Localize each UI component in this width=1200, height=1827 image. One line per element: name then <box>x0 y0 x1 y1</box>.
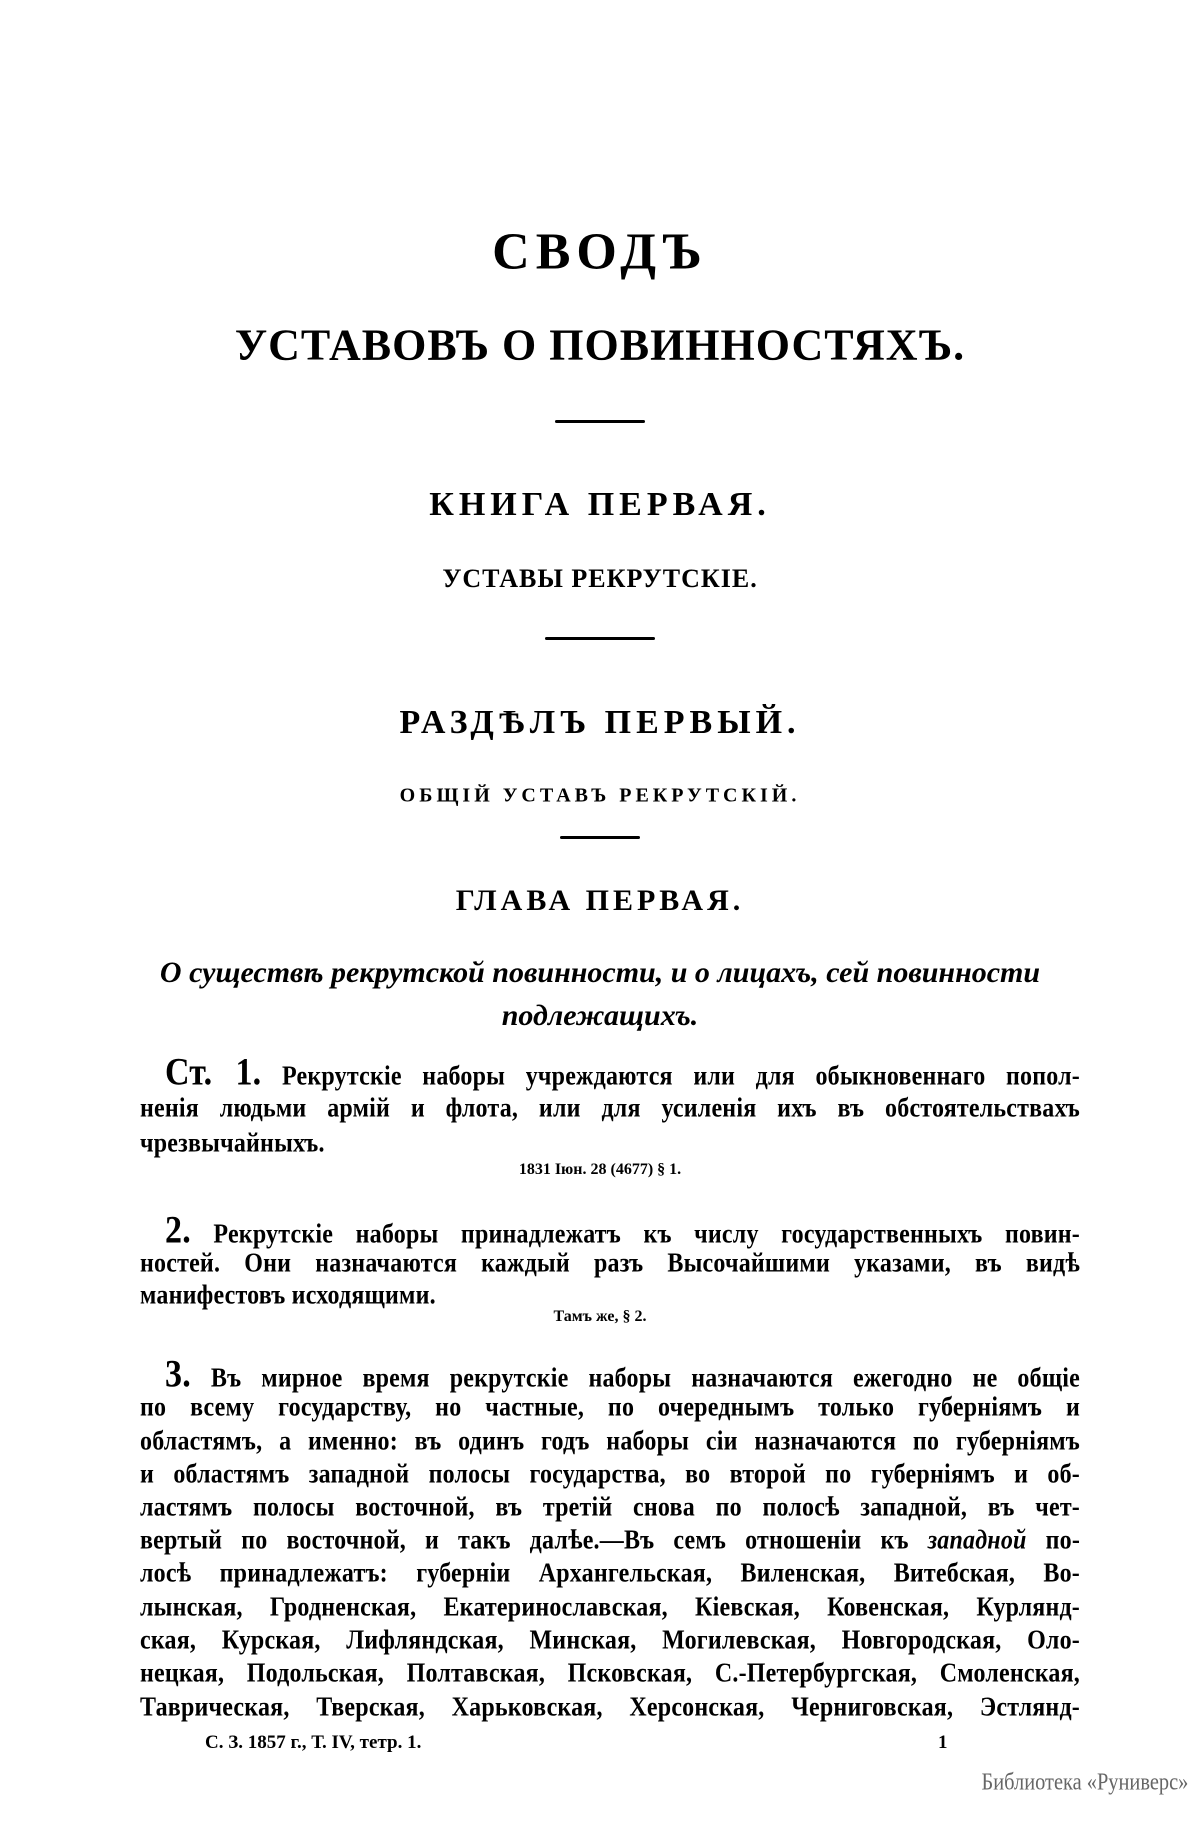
title-line-1: СВОДЪ <box>492 223 708 281</box>
library-watermark: Библиотека «Руниверс» <box>981 1769 1188 1796</box>
divider <box>545 637 655 640</box>
section-subtitle: ОБЩІЙ УСТАВЪ РЕКРУТСКІЙ. <box>399 784 801 807</box>
divider <box>555 420 645 423</box>
article-2-citation: Тамъ же, § 2. <box>553 1308 647 1325</box>
footer-signature: С. З. 1857 г., Т. IV, тетр. 1. <box>205 1732 422 1753</box>
book-subtitle: УСТАВЫ РЕКРУТСКІЕ. <box>442 564 758 593</box>
article-3-line: и областямъ западной полосы государства, во второй по губерніямъ и об- <box>140 1459 1080 1490</box>
article-3-line: нецкая, Подольская, Полтавская, Псковская, С.-Петербургская, Смоленская, <box>140 1658 1080 1689</box>
section-heading: РАЗДѢЛЪ ПЕРВЫЙ. <box>399 704 801 741</box>
article-3-line: областямъ, а именно: въ одинъ годъ наборы сіи назначаются по губерніямъ <box>140 1426 1080 1457</box>
title-line-2: УСТАВОВЪ О ПОВИННОСТЯХЪ. <box>234 320 966 370</box>
article-2-line: манифестовъ исходящими. <box>140 1280 436 1311</box>
chapter-subtitle-2: подлежащихъ. <box>501 999 699 1032</box>
article-3-line: 3. Въ мирное время рекрутскіе наборы назначаются ежегодно не общіе <box>165 1353 1080 1396</box>
article-3-line: по всему государству, но частные, по очереднымъ только губерніямъ и <box>140 1392 1080 1423</box>
article-1-line: чрезвычайныхъ. <box>140 1128 325 1159</box>
article-3-line: ская, Курская, Лифляндская, Минская, Могилевская, Новгородская, Оло- <box>140 1625 1080 1656</box>
article-number: 3. <box>165 1353 191 1396</box>
page-mark: 1 <box>938 1732 948 1753</box>
article-number: Ст. 1. <box>165 1051 262 1094</box>
article-2-line: 2. Рекрутскіе наборы принадлежатъ къ числу государственныхъ повин- <box>165 1209 1081 1252</box>
article-number: 2. <box>165 1209 191 1252</box>
article-3-line: лосѣ принадлежатъ: губерніи Архангельская, Виленская, Витебская, Во- <box>140 1558 1080 1589</box>
divider <box>560 836 640 839</box>
article-3-line: Таврическая, Тверская, Харьковская, Херсонская, Черниговская, Эстлянд- <box>140 1692 1080 1723</box>
article-1-line: Ст. 1. Рекрутскіе наборы учреждаются или для обыкновеннаго попол- <box>165 1051 1081 1094</box>
article-2-line: ностей. Они назначаются каждый разъ Высочайшими указами, въ видѣ <box>140 1248 1080 1279</box>
article-1-citation: 1831 Іюн. 28 (4677) § 1. <box>518 1161 682 1178</box>
book-heading: КНИГА ПЕРВАЯ. <box>429 486 771 523</box>
article-3-line: лынская, Гродненская, Екатеринославская, Кіевская, Ковенская, Курлянд- <box>140 1592 1080 1623</box>
article-3-line: ластямъ полосы восточной, въ третій снова по полосѣ западной, въ чет- <box>140 1492 1080 1523</box>
article-1-line: ненія людьми армій и флота, или для усиленія ихъ въ обстоятельствахъ <box>140 1093 1080 1124</box>
article-3-line: вертый по восточной, и такъ далѣе.—Въ семъ отношеніи къ западной по- <box>140 1525 1081 1556</box>
chapter-subtitle-1: О существѣ рекрутской повинности, и о лицахъ, сей повинности <box>159 956 1041 989</box>
chapter-heading: ГЛАВА ПЕРВАЯ. <box>455 884 745 917</box>
